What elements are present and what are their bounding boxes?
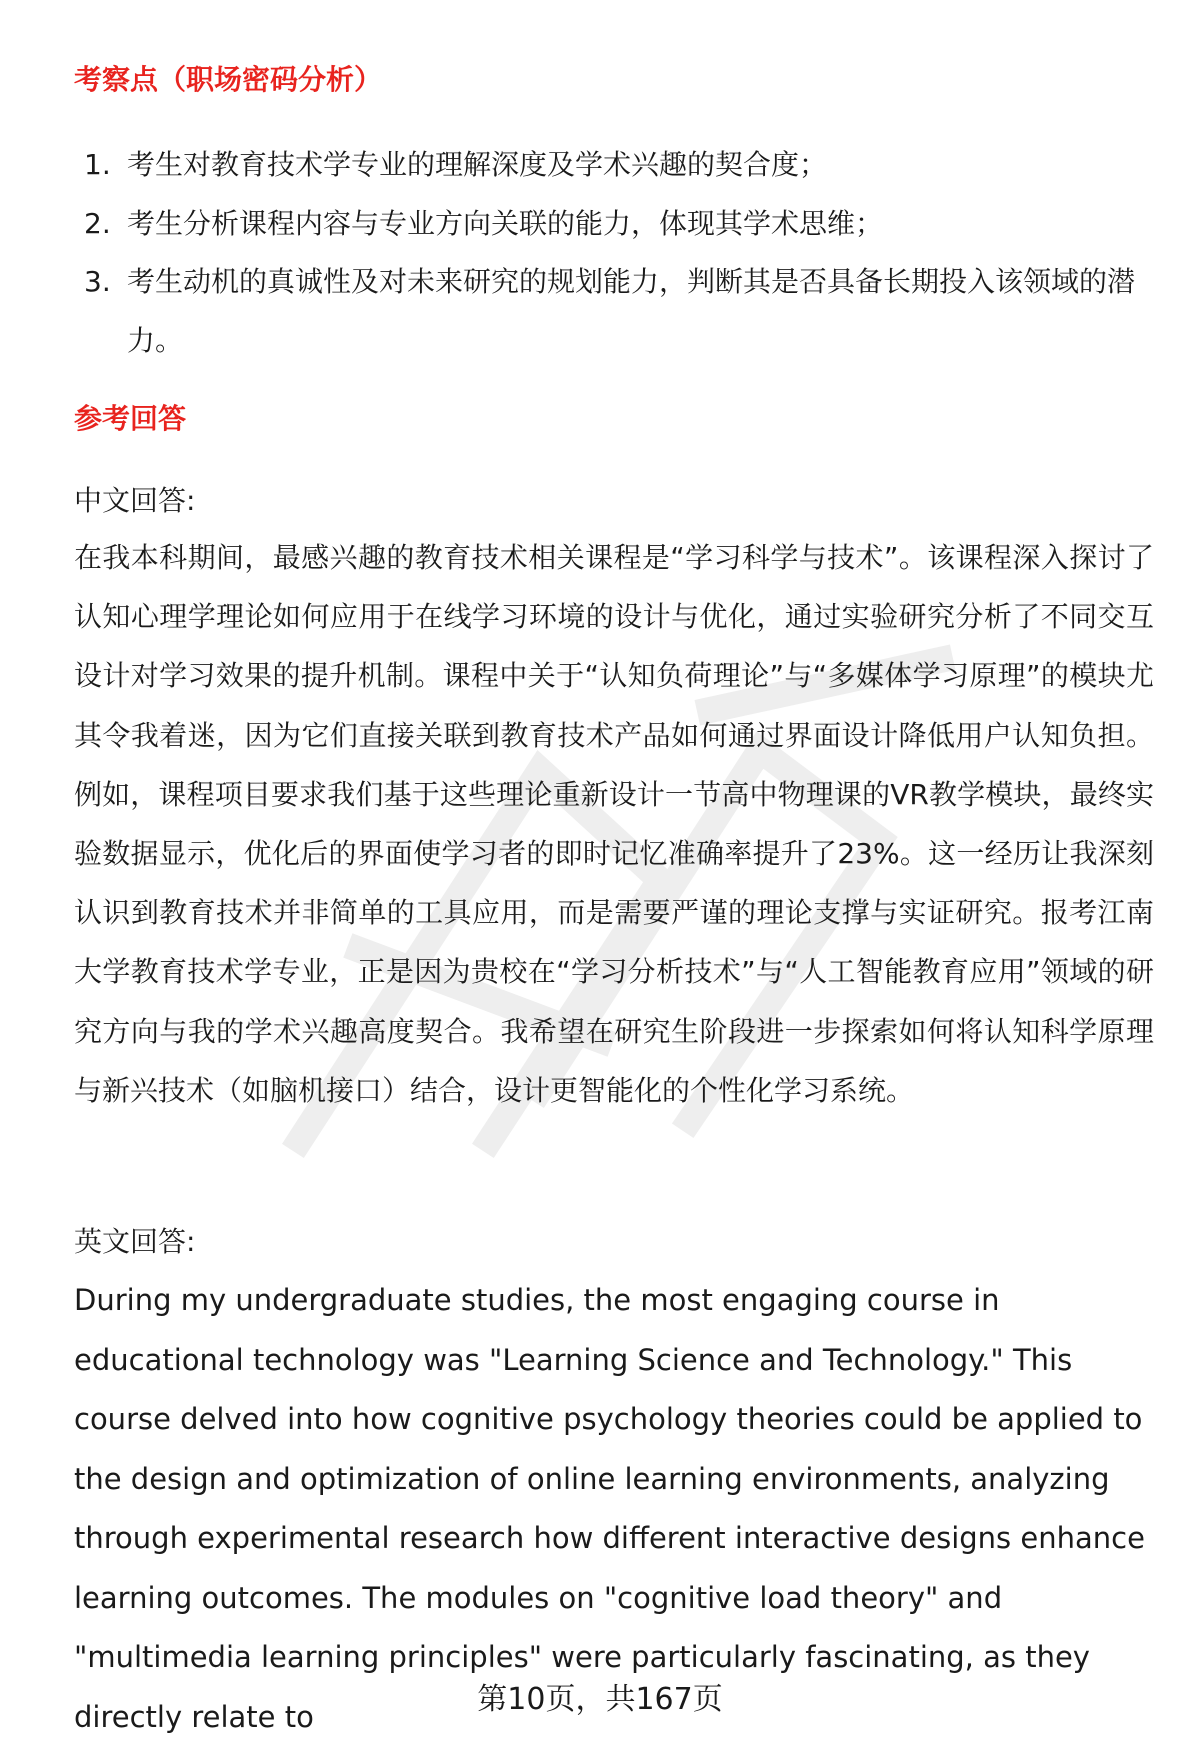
list-item-number: 1. xyxy=(84,148,111,181)
list-item xyxy=(74,253,1154,370)
english-answer-label: 英文回答: xyxy=(74,1225,196,1258)
section-heading-exam-points: 考察点（职场密码分析） xyxy=(74,63,383,96)
list-item xyxy=(74,136,1154,195)
list-item-text: 考生分析课程内容与专业方向关联的能力，体现其学术思维； xyxy=(127,206,884,240)
english-answer-text: During my undergraduate studies, the most engaging course in educational technology was "Learning Science and Technology." This course delved into how cognitive psychology theories could be applied to the design and optimization of online learning environments, analyzing through experimental research how different interactive designs enhance learning outcomes. The modules on "cognitive load theory" and "multimedia learning principles" were particularly fascinating, as they directly relate to xyxy=(74,1283,1145,1734)
list-item xyxy=(74,195,1154,254)
page-number: 第10页，共167页 xyxy=(477,1682,723,1717)
list-item-text: 考生对教育技术学专业的理解深度及学术兴趣的契合度； xyxy=(127,148,828,181)
list-item-text: 考生动机的真诚性及对未来研究的规划能力，判断其是否具备长期投入该领域的潜力。 xyxy=(127,265,1136,357)
list-item-number: 3. xyxy=(84,265,111,298)
exam-points-list xyxy=(74,136,1154,370)
section-heading-reference-answer: 参考回答 xyxy=(74,402,187,435)
chinese-answer-label: 中文回答: xyxy=(74,484,196,517)
list-item-number: 2. xyxy=(84,206,111,240)
chinese-answer-text: 在我本科期间，最感兴趣的教育技术相关课程是“学习科学与技术”。该课程深入探讨了认知心理学理论如何应用于在线学习环境的设计与优化，通过实验研究分析了不同交互设计对学习效果的提升机制。课程中关于“认知负荷理论”与“多媒体学习原理”的模块尤其令我着迷，因为它们直接关联到教育技术产品如何通过界面设计降低用户认知负担。例如，课程项目要求我们基于这些理论重新设计一节高中物理课的VR教学模块，最终实验数据显示，优化后的界面使学习者的即时记忆准确率提升了23%。这一经历让我深刻认识到教育技术并非简单的工具应用，而是需要严谨的理论支撑与实证研究。报考江南大学教育技术学专业，正是因为贵校在“学习分析技术”与“人工智能教育应用”领域的研究方向与我的学术兴趣高度契合。我希望在研究生阶段进一步探索如何将认知科学原理与新兴技术（如脑机接口）结合，设计更智能化的个性化学习系统。 xyxy=(74,541,1154,1107)
